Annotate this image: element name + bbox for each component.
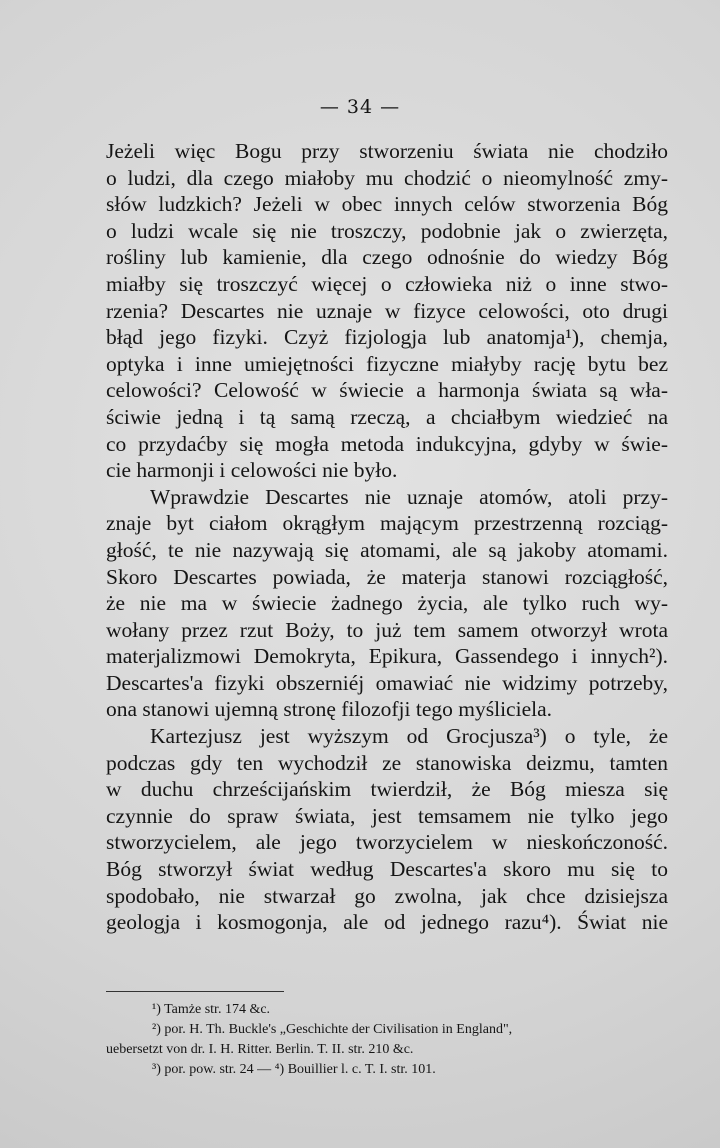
text-line: Skoro Descartes powiada, że materja stanowi rozciągłość, xyxy=(106,564,668,589)
text-line: cie harmonji i celowości nie było. xyxy=(106,458,398,483)
text-line: znaje byt ciałom okrągłym mającym przestrzenną rozciąg- xyxy=(106,511,668,536)
footnote-line: uebersetzt von dr. I. H. Ritter. Berlin. T. II. str. 210 &c. xyxy=(106,1042,414,1057)
footnote-line: ²) por. H. Th. Buckle's „Geschichte der Civilisation in England", xyxy=(152,1022,513,1037)
body-text xyxy=(106,138,668,936)
text-line: Wprawdzie Descartes nie uznaje atomów, atoli przy- xyxy=(150,484,668,509)
text-line: co przydaćby się mogła metoda indukcyjna, gdyby w świe- xyxy=(106,431,668,456)
text-line: że nie ma w świecie żadnego życia, ale tylko ruch wy- xyxy=(106,591,668,616)
text-line: Bóg stworzył świat według Descartes'a skoro mu się to xyxy=(106,857,668,882)
text-line: rośliny lub kamienie, dla czego odnośnie do wiedzy Bóg xyxy=(106,245,668,270)
text-line: czynnie do spraw świata, jest temsamem nie tylko jego xyxy=(106,803,668,828)
text-line: stworzycielem, ale jego tworzycielem w nieskończoność. xyxy=(106,830,668,855)
text-line: ona stanowi ujemną stronę filozofji tego myśliciela. xyxy=(106,697,553,722)
text-line: geologja i kosmogonja, ale od jednego razu⁴). Świat nie xyxy=(106,910,668,935)
footnote-line: ¹) Tamże str. 174 &c. xyxy=(152,1002,271,1017)
text-line: Descartes'a fizyki obszerniéj omawiać nie widzimy potrzeby, xyxy=(106,670,668,695)
text-line: wołany przez rzut Boży, to już tem samem otworzył wrota xyxy=(106,617,668,642)
page-number: — 34 — xyxy=(319,96,401,118)
text-line: błąd jego fizyki. Czyż fizjologja lub anatomja¹), chemja, xyxy=(106,325,668,350)
text-line: o ludzi, dla czego miałoby mu chodzić o nieomylność zmy- xyxy=(106,165,668,190)
text-line: o ludzi wcale się nie troszczy, podobnie jak o zwierzęta, xyxy=(106,218,668,243)
text-line: optyka i inne umiejętności fizyczne miałyby rację bytu bez xyxy=(106,351,668,376)
text-line: w duchu chrześcijańskim twierdził, że Bóg miesza się xyxy=(106,777,668,802)
text-line: słów ludzkich? Jeżeli w obec innych celów stworzenia Bóg xyxy=(106,192,668,217)
footnotes xyxy=(106,1000,668,1080)
footnote-line: ³) por. pow. str. 24 — ⁴) Bouillier l. c. T. I. str. 101. xyxy=(152,1062,436,1077)
text-line: ściwie jedną i tą samą rzeczą, a chciałbym wiedzieć na xyxy=(106,404,668,429)
text-line: spodobało, nie stwarzał go zwolna, jak chce dzisiejsza xyxy=(106,883,668,908)
text-line: głość, te nie nazywają się atomami, ale są jakoby atomami. xyxy=(106,537,668,562)
text-line: celowości? Celowość w świecie a harmonja świata są wła- xyxy=(106,378,668,403)
text-line: Jeżeli więc Bogu przy stworzeniu świata nie chodziło xyxy=(106,139,668,163)
footnote-separator xyxy=(106,991,284,992)
text-line: Kartezjusz jest wyższym od Grocjusza³) o tyle, że xyxy=(150,724,668,749)
text-line: podczas gdy ten wychodził ze stanowiska deizmu, tamten xyxy=(106,750,668,775)
text-line: materjalizmowi Demokryta, Epikura, Gassendego i innych²). xyxy=(106,644,668,669)
text-line: rzenia? Descartes nie uznaje w fizyce celowości, oto drugi xyxy=(106,298,668,323)
text-line: miałby się troszczyć więcej o człowieka niż o inne stwo- xyxy=(106,271,668,296)
